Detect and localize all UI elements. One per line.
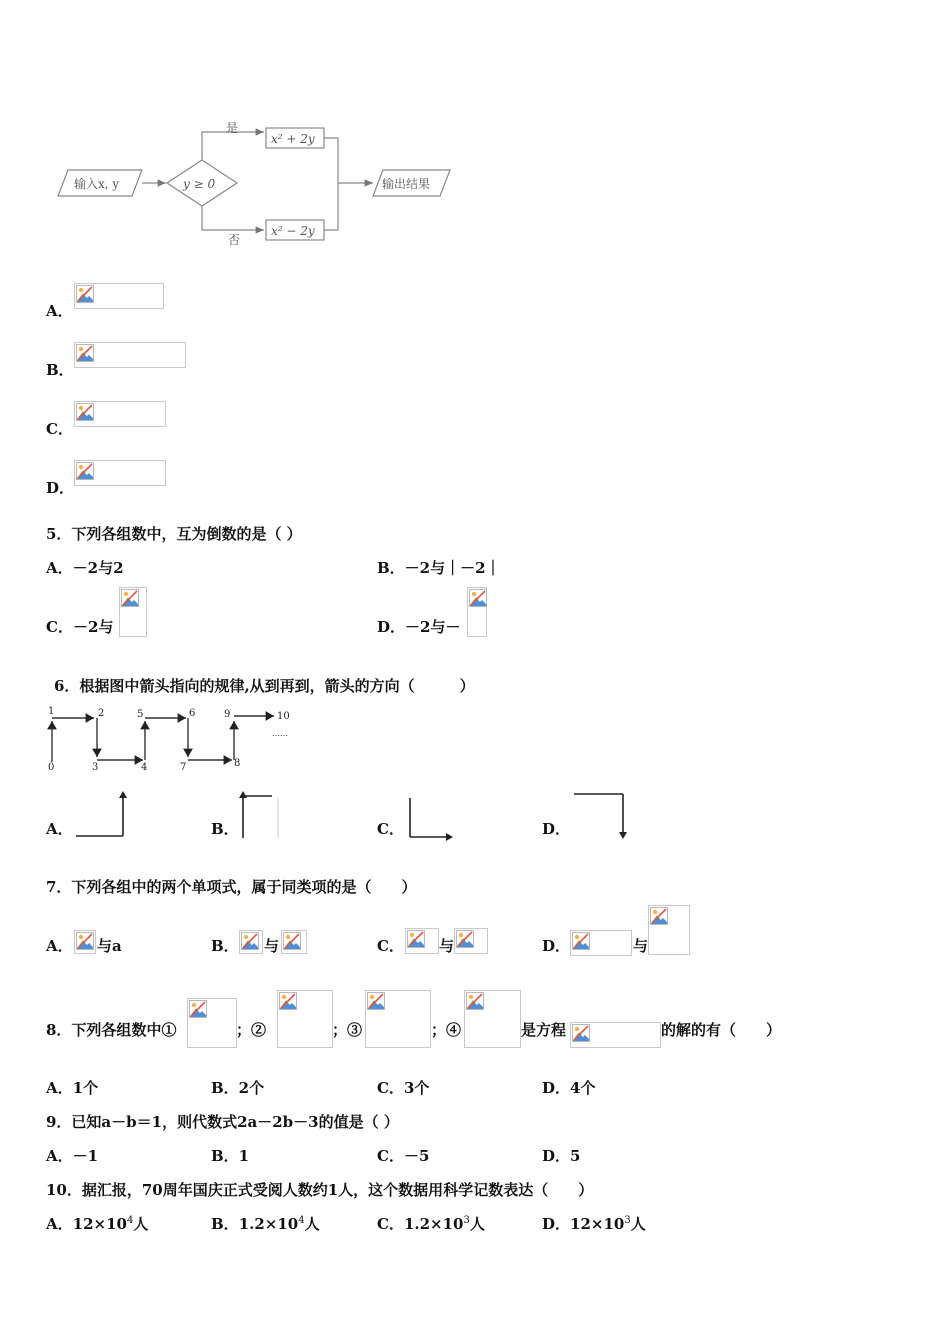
q8-item-3-image [365,990,431,1048]
q8-separator-3: ；④ [431,1021,462,1039]
q10-option-b-label: B． [211,1215,239,1233]
q10-option-a-unit: 人 [133,1215,149,1233]
broken-image-icon [76,932,94,950]
q6-option-c[interactable]: C． [377,820,404,838]
broken-image-icon [241,932,259,950]
q6-number: 1 [48,706,55,717]
condition-label: y ≥ 0 [183,177,216,191]
q8-separator-1: ；② [236,1021,267,1039]
q7-option-c-label[interactable]: C． [377,937,404,955]
q5-option-c-image [119,587,147,637]
q5-option-a[interactable]: A．－2与2 [46,559,124,577]
q6-number: 7 [180,762,187,773]
broken-image-icon [76,403,94,421]
q10-option-c-exp: 3 [463,1215,470,1226]
q8-separator-2: ；③ [332,1021,363,1039]
q6-arrow-pattern [40,704,300,776]
q8-option-d[interactable]: D．4个 [542,1079,596,1097]
q10-option-d[interactable] [542,1213,646,1234]
q8-stem-end: 的解的有（ ） [661,1021,782,1039]
q8-item-1-image [187,998,237,1048]
q7-option-b-label[interactable]: B． [211,937,239,955]
q9-option-b[interactable]: B．1 [211,1147,250,1165]
q7-option-b-image-1 [239,930,263,954]
q6-ellipsis: …… [272,729,288,738]
q5-option-d-image [467,587,487,637]
q8-stem-start: 8．下列各组数中① [46,1021,177,1039]
q6-number: 0 [48,762,55,773]
q7-option-c-image-1 [405,928,439,954]
q10-option-a[interactable] [46,1213,148,1234]
q9-option-a[interactable]: A．－1 [46,1147,99,1165]
flowchart [50,110,470,260]
q8-item-4-image [464,990,521,1048]
broken-image-icon [367,992,385,1010]
q10-option-a-base: 12×10 [72,1215,127,1233]
q6-option-b-arrow [236,790,284,840]
q5-option-d[interactable]: D．－2与－ [377,618,461,636]
q6-number: 2 [98,708,105,719]
broken-image-icon [279,992,297,1010]
no-expr: x² − 2y [271,224,315,238]
q4-option-a[interactable]: A． [46,302,73,320]
q10-option-c-unit: 人 [469,1215,485,1233]
output-label: 输出结果 [382,177,431,191]
q4-option-b[interactable]: B． [46,361,74,379]
q10-option-a-exp: 4 [126,1215,134,1226]
broken-image-icon [469,589,487,607]
q10-option-a-label: A． [46,1215,73,1233]
broken-image-icon [650,907,668,925]
q7-option-a-label[interactable]: A． [46,937,73,955]
q8-item-2-image [277,990,333,1048]
q10-option-d-unit: 人 [630,1215,646,1233]
broken-image-icon [76,285,94,303]
q7-option-c-text: 与 [439,937,455,955]
broken-image-icon [189,1000,207,1018]
yes-label: 是 [226,121,239,135]
q7-option-d-image-1 [570,930,632,956]
yes-expr: x² + 2y [271,132,315,146]
q6-number: 8 [234,758,241,769]
broken-image-icon [572,932,590,950]
q4-option-b-image [74,342,186,368]
broken-image-icon [407,930,425,948]
q4-option-c[interactable]: C． [46,420,73,438]
q10-option-c-base: 1.2×10 [403,1215,464,1233]
q6-number: 3 [92,762,99,773]
q10-stem: 10．据汇报，70周年国庆正式受阅人数约1人，这个数据用科学记数表达（ ） [46,1181,594,1199]
q6-number: 10 [277,711,290,722]
broken-image-icon [76,344,94,362]
q7-option-c-image-2 [454,928,488,954]
q7-option-d-label[interactable]: D． [542,937,571,955]
q10-option-d-exp: 3 [624,1215,631,1226]
q5-option-b[interactable]: B．－2与｜－2｜ [377,559,501,577]
input-label: 输入x, y [74,177,120,191]
q8-equation-image [570,1022,661,1048]
q4-option-d-image [74,460,166,486]
q6-number: 5 [137,709,144,720]
q10-option-c[interactable] [377,1213,485,1234]
q7-option-a-text: 与a [97,937,122,955]
q10-option-b-unit: 人 [304,1215,320,1233]
q9-option-d[interactable]: D．5 [542,1147,581,1165]
broken-image-icon [572,1024,590,1042]
q7-option-a-image [74,930,96,954]
q4-option-c-image [74,401,166,427]
q7-option-b-text: 与 [264,937,280,955]
q10-option-c-label: C． [377,1215,404,1233]
q6-option-a-arrow [72,790,130,840]
q8-option-a[interactable]: A．1个 [46,1079,99,1097]
q8-stem-mid: 是方程 [521,1021,567,1039]
broken-image-icon [466,992,484,1010]
broken-image-icon [121,589,139,607]
q7-option-b-image-2 [281,930,307,954]
q10-option-b[interactable] [211,1213,320,1234]
q6-option-a[interactable]: A． [46,820,73,838]
q5-stem: 5．下列各组数中，互为倒数的是（ ） [46,525,302,543]
q6-option-d-arrow [570,790,632,842]
q9-stem: 9．已知a－b＝1，则代数式2a－2b－3的值是（ ） [46,1113,399,1131]
q5-option-c[interactable]: C．－2与 [46,618,114,636]
no-label: 否 [228,233,241,247]
q8-option-b[interactable]: B．2个 [211,1079,265,1097]
q10-option-b-base: 1.2×10 [238,1215,299,1233]
q6-option-c-arrow [402,794,458,842]
q6-option-b[interactable]: B． [211,820,239,838]
broken-image-icon [283,932,301,950]
q7-stem: 7．下列各组中的两个单项式，属于同类项的是（ ） [46,878,417,896]
q6-option-d[interactable]: D． [542,820,571,838]
q7-option-d-text: 与 [633,937,649,955]
q6-stem: 6．根据图中箭头指向的规律,从到再到，箭头的方向（ ） [54,677,475,695]
q10-option-b-exp: 4 [298,1215,305,1226]
q10-option-d-base: 12×10 [570,1215,625,1233]
q9-option-c[interactable]: C．－5 [377,1147,430,1165]
q6-number: 9 [224,709,231,720]
q7-option-d-image-2 [648,905,690,955]
broken-image-icon [76,462,94,480]
broken-image-icon [456,930,474,948]
q6-number: 6 [189,708,196,719]
q6-number: 4 [141,762,148,773]
q4-option-d[interactable]: D． [46,479,75,497]
q10-option-d-label: D． [542,1215,571,1233]
q4-option-a-image [74,283,164,309]
q8-option-c[interactable]: C．3个 [377,1079,430,1097]
